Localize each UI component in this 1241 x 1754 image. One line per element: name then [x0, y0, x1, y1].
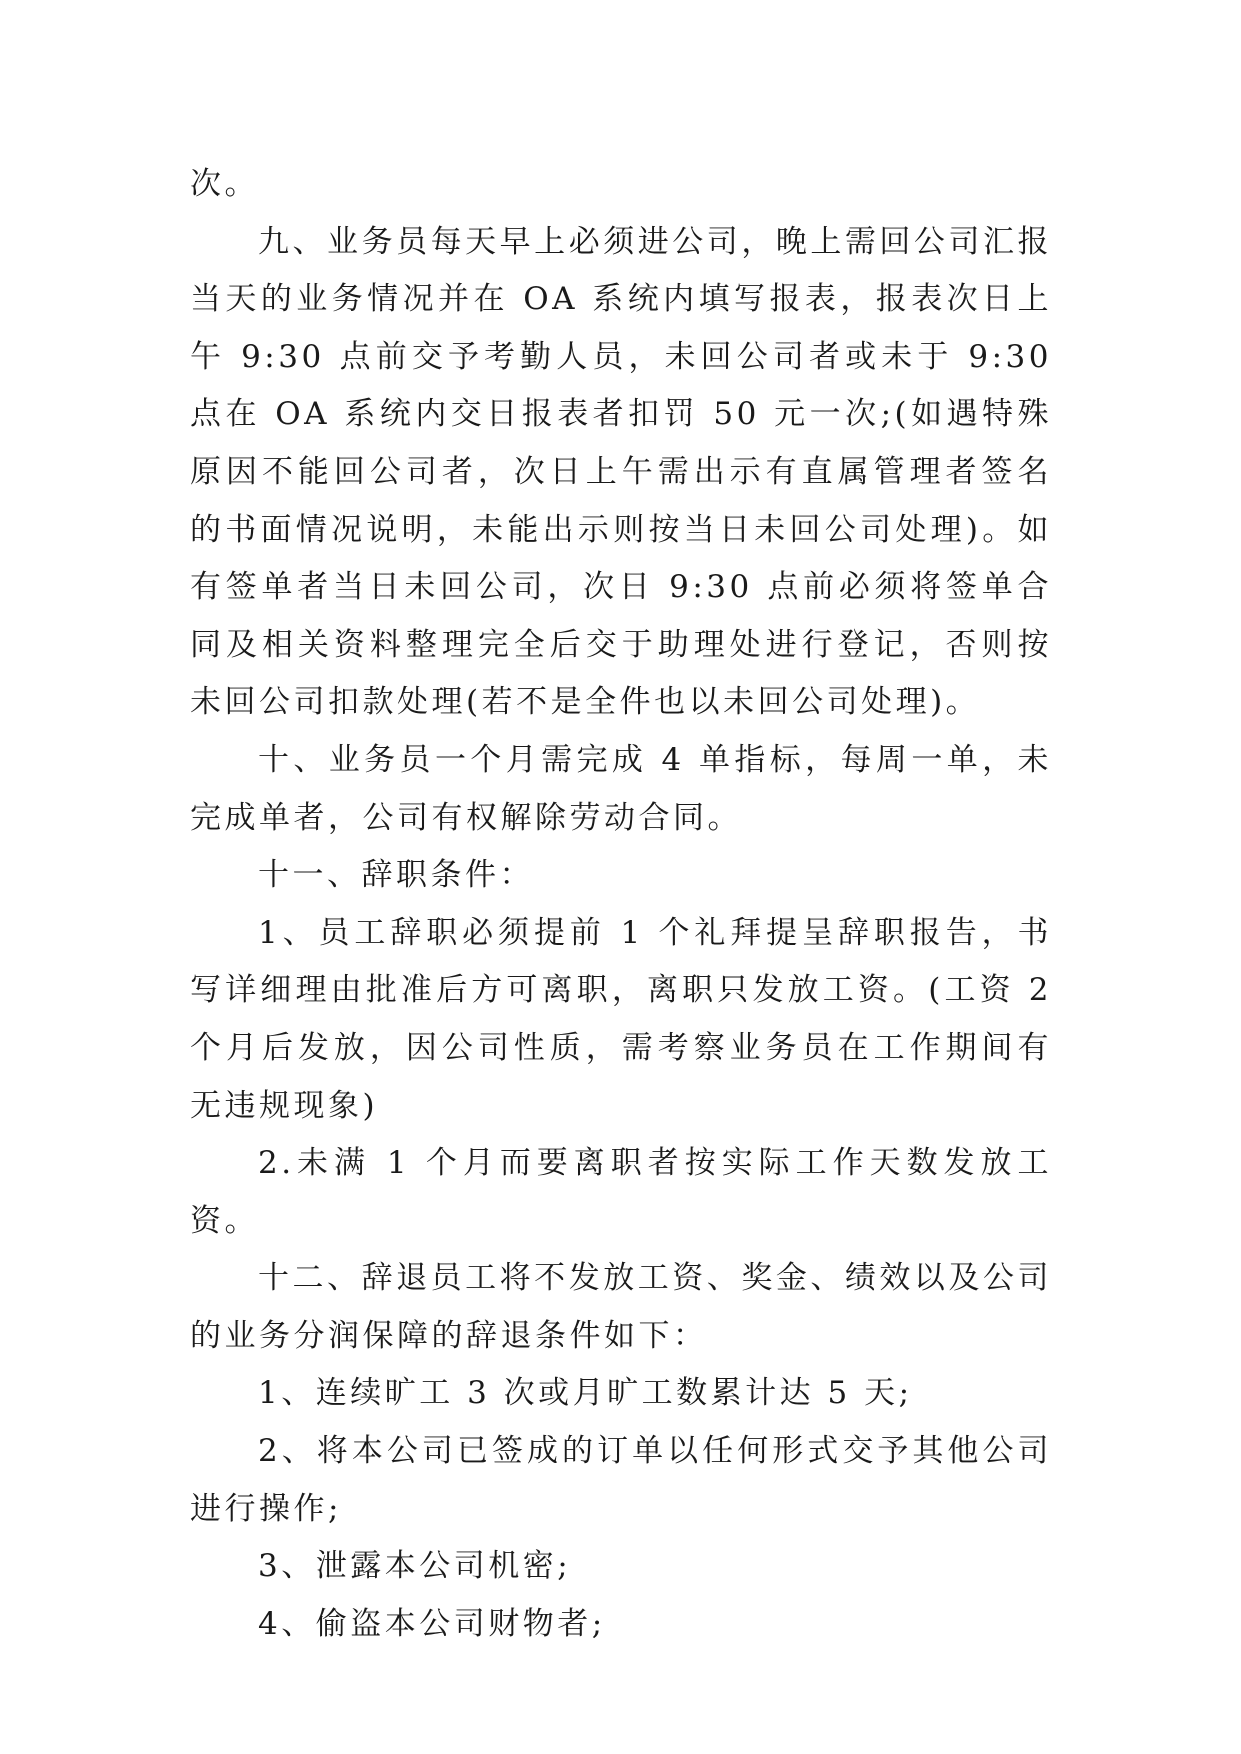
paragraph-item-12-4: 4、偷盗本公司财物者;: [258, 1605, 606, 1642]
paragraph-item-12-1: 1、连续旷工 3 次或月旷工数累计达 5 天;: [258, 1375, 913, 1412]
paragraph-item-12-3: 3、泄露本公司机密;: [258, 1548, 572, 1585]
paragraph-item-10: 十、业务员一个月需完成 4 单指标，每周一单，未完成单者，公司有权解除劳动合同。: [190, 741, 1052, 836]
paragraph-item-12-2: 2、将本公司已签成的订单以任何形式交予其他公司进行操作;: [190, 1433, 1052, 1527]
paragraph-item-11-1: 1、员工辞职必须提前 1 个礼拜提呈辞职报告，书写详细理由批准后方可离职，离职只发放工资。(工资 2 个月后发放，因公司性质，需考察业务员在工作期间有无违规现象): [190, 914, 1052, 1124]
document-body: [190, 156, 1052, 1653]
paragraph-continuation: 次。: [190, 166, 259, 202]
paragraph-item-12-heading: 十二、辞退员工将不发放工资、奖金、绩效以及公司的业务分润保障的辞退条件如下：: [190, 1260, 1052, 1354]
paragraph-item-9: 九、业务员每天早上必须进公司，晚上需回公司汇报当天的业务情况并在 OA 系统内填写报表，报表次日上午 9:30 点前交予考勤人员，未回公司者或未于 9:30 点在 OA 系统内交日报表者扣罚 50 元一次;(如遇特殊原因不能回公司者，次日上午需出示有直属管理者签名的书面情况说明，未能出示则按当日未回公司处理)。如有签单者当日未回公司，次日 9:30 点前必须将签单合同及相关资料整理完全后交于助理处进行登记，否则按未回公司扣款处理(若不是全件也以未回公司处理)。: [190, 223, 1052, 721]
paragraph-item-11-2: 2.未满 1 个月而要离职者按实际工作天数发放工资。: [190, 1145, 1052, 1239]
paragraph-item-11-heading: 十一、辞职条件：: [258, 857, 534, 894]
